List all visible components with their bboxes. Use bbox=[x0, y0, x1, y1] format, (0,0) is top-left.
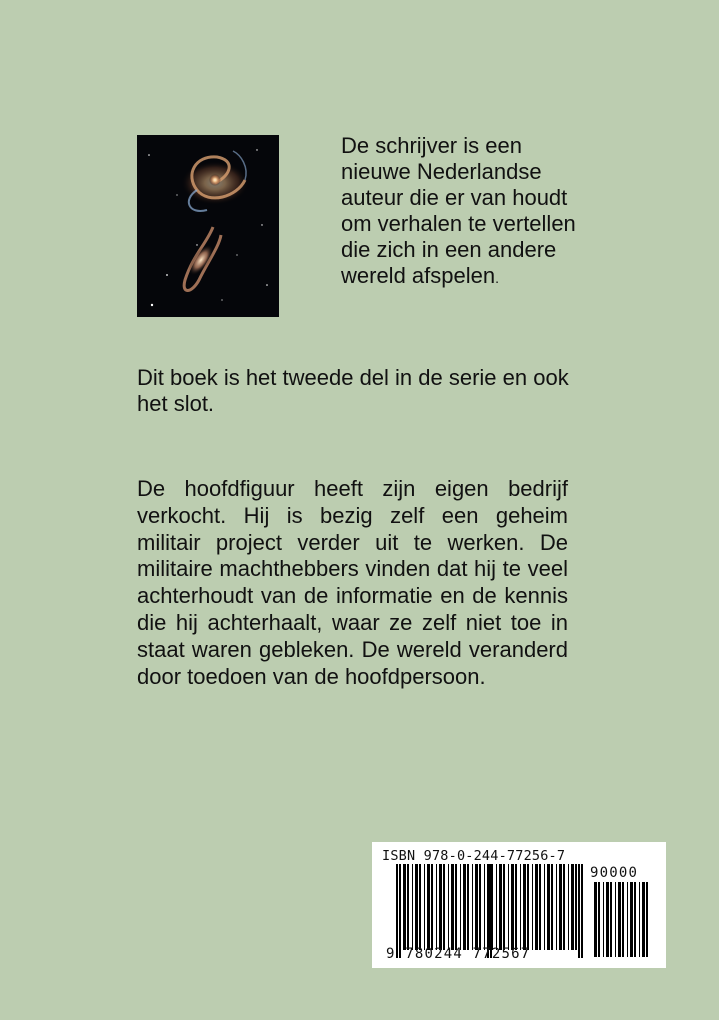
author-bio bbox=[341, 133, 591, 291]
series-note: Dit boek is het tweede del in de serie en ook het slot. bbox=[137, 365, 569, 416]
author-bio-text: De schrijver is een nieuwe Nederlandse auteur die er van houdt om verhalen te vertellen die zich in een andere wereld afspelen bbox=[341, 133, 576, 288]
isbn-barcode bbox=[372, 842, 666, 968]
author-bio-period: . bbox=[495, 270, 499, 286]
galaxy-illustration bbox=[137, 135, 279, 317]
isbn-label: ISBN 978-0-244-77256-7 bbox=[382, 848, 566, 864]
synopsis: De hoofdfiguur heeft zijn eigen bedrijf verkocht. Hij is bezig zelf een geheim militair project verder uit te werken. De militaire machthebbers vinden dat hij te veel achterhoudt van de informatie en de kennis die hij achterhaalt, waar ze zelf niet toe in staat waren gebleken. De wereld veranderd door toedoen van de hoofdpersoon. bbox=[137, 476, 568, 689]
barcode-addon-number: 90000 bbox=[590, 865, 639, 881]
galaxy-image bbox=[137, 135, 279, 317]
barcode-number: 9 780244 772567 bbox=[386, 946, 531, 962]
